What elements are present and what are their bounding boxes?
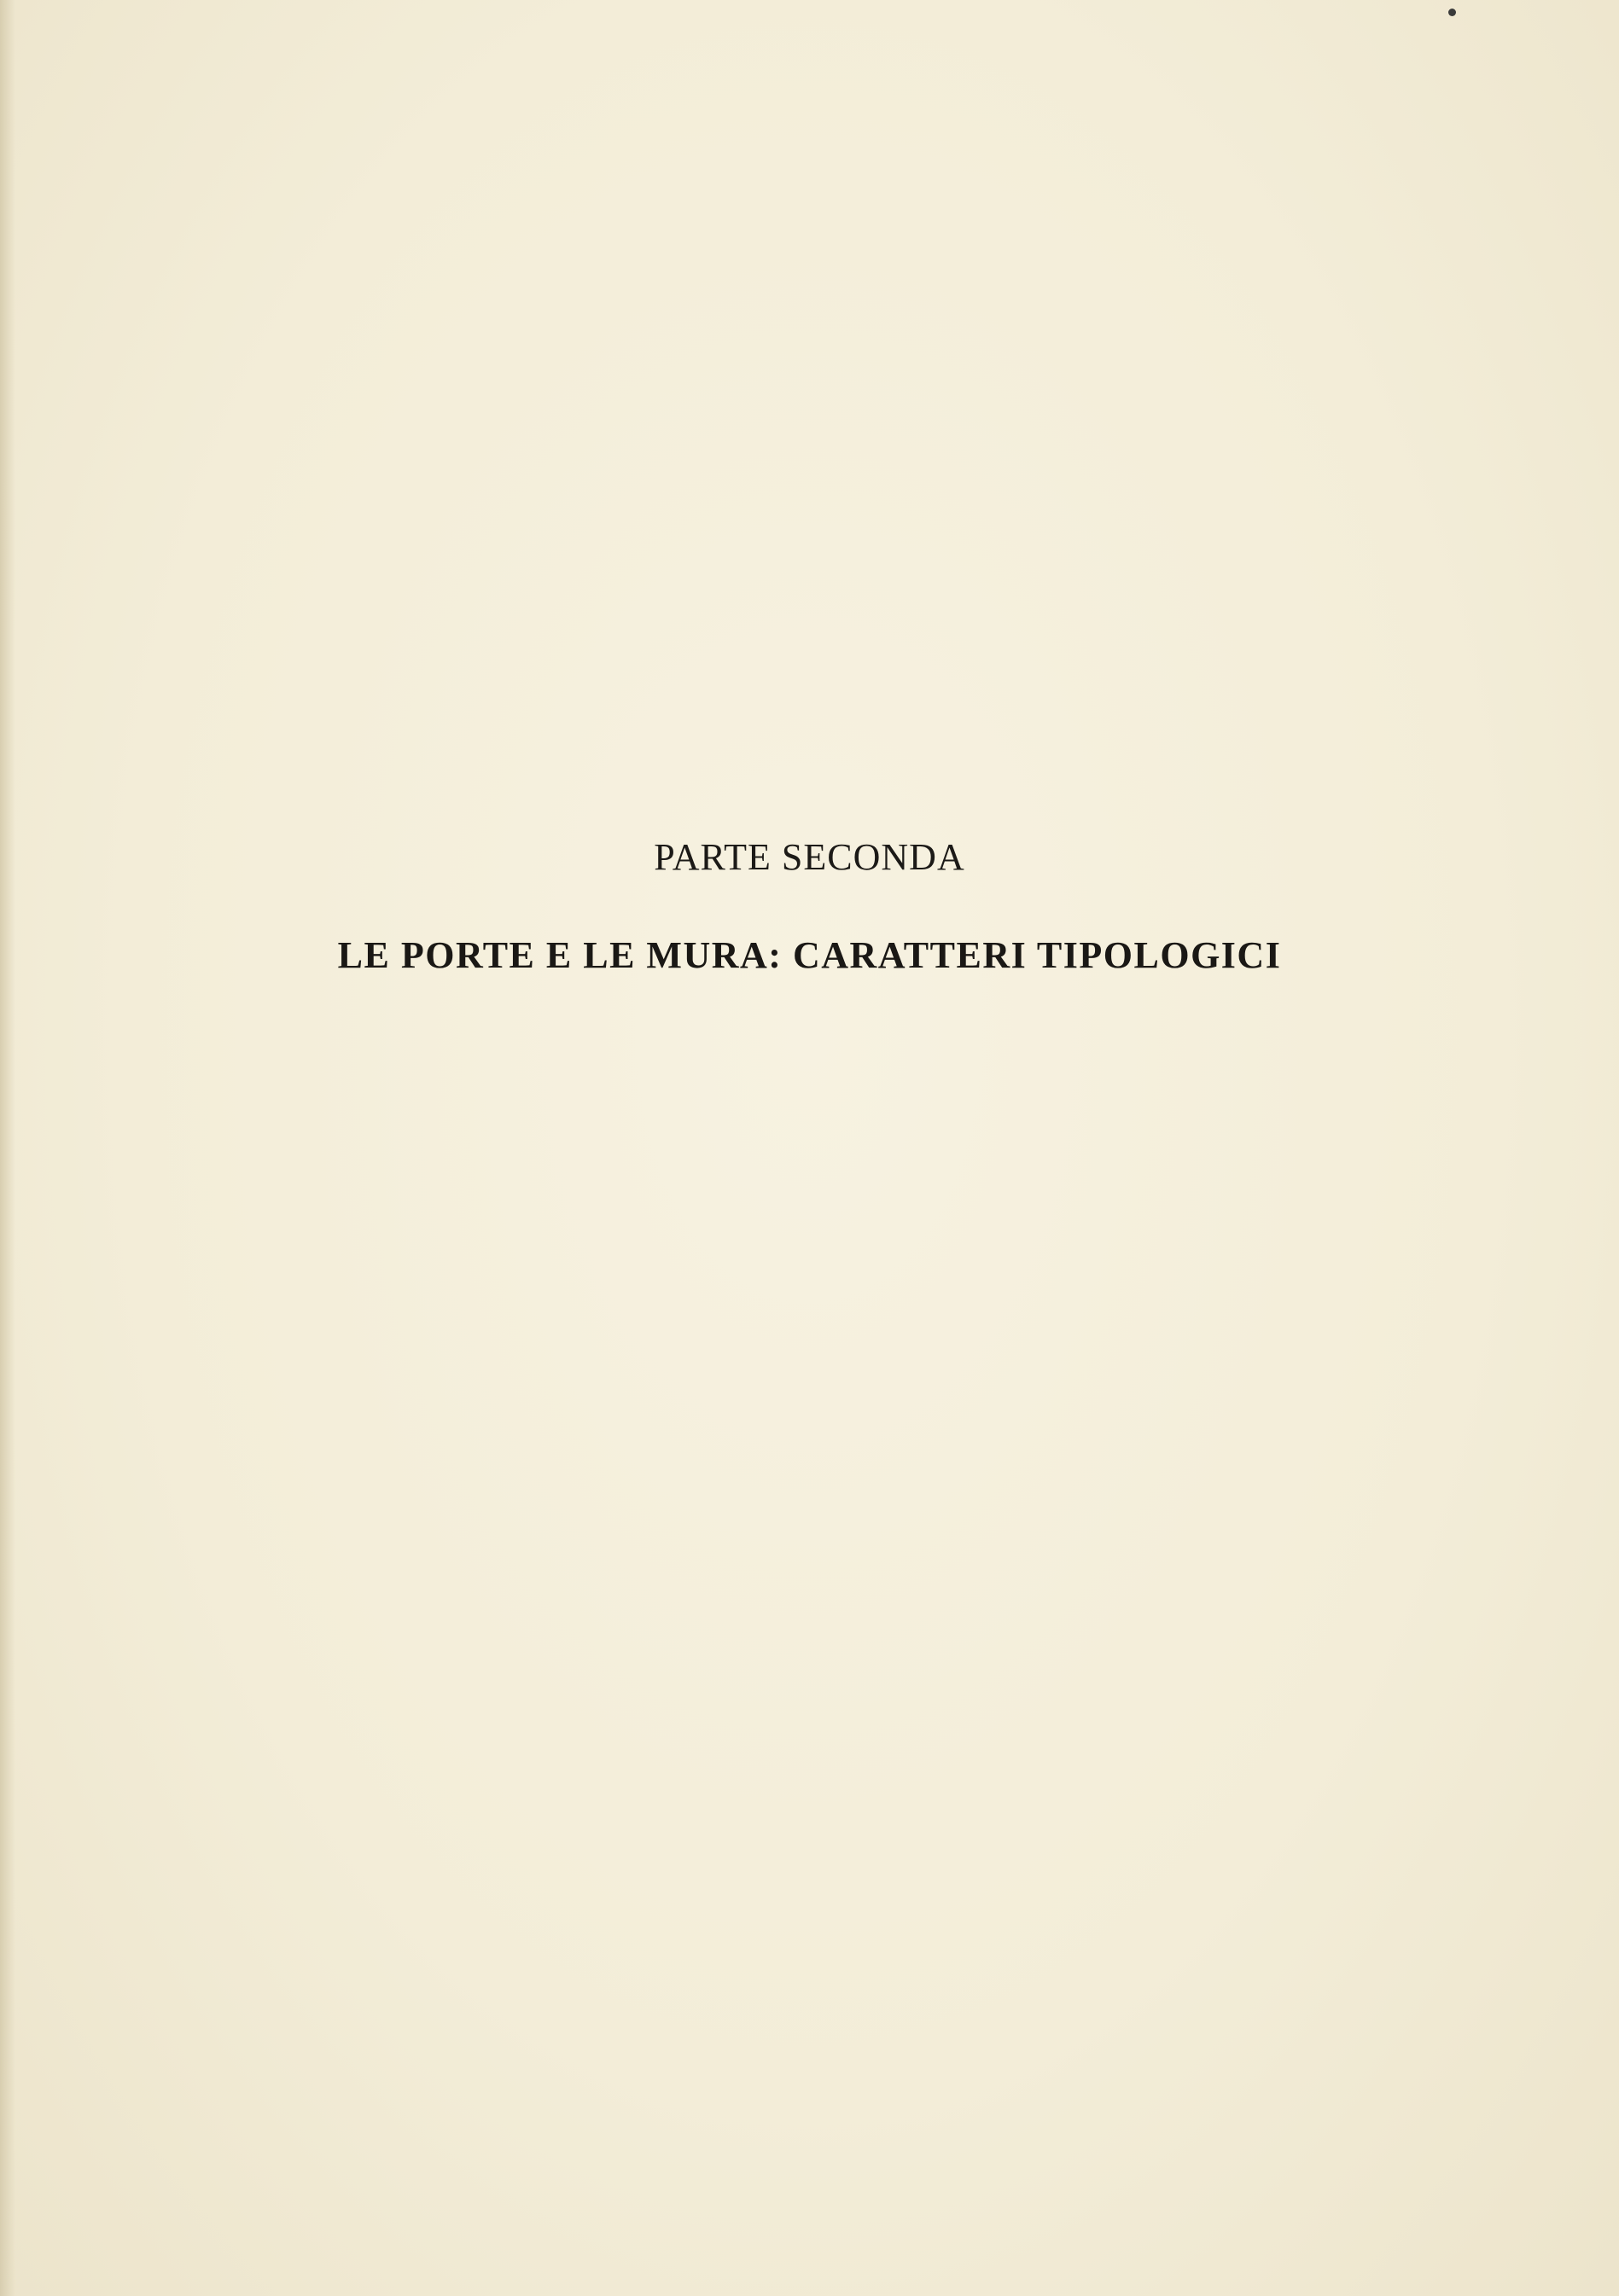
section-title: LE PORTE E LE MURA: CARATTERI TIPOLOGICI <box>337 934 1282 976</box>
page-edge-shadow <box>0 0 15 2296</box>
ink-speck <box>1448 9 1456 16</box>
part-heading: PARTE SECONDA <box>654 836 965 878</box>
